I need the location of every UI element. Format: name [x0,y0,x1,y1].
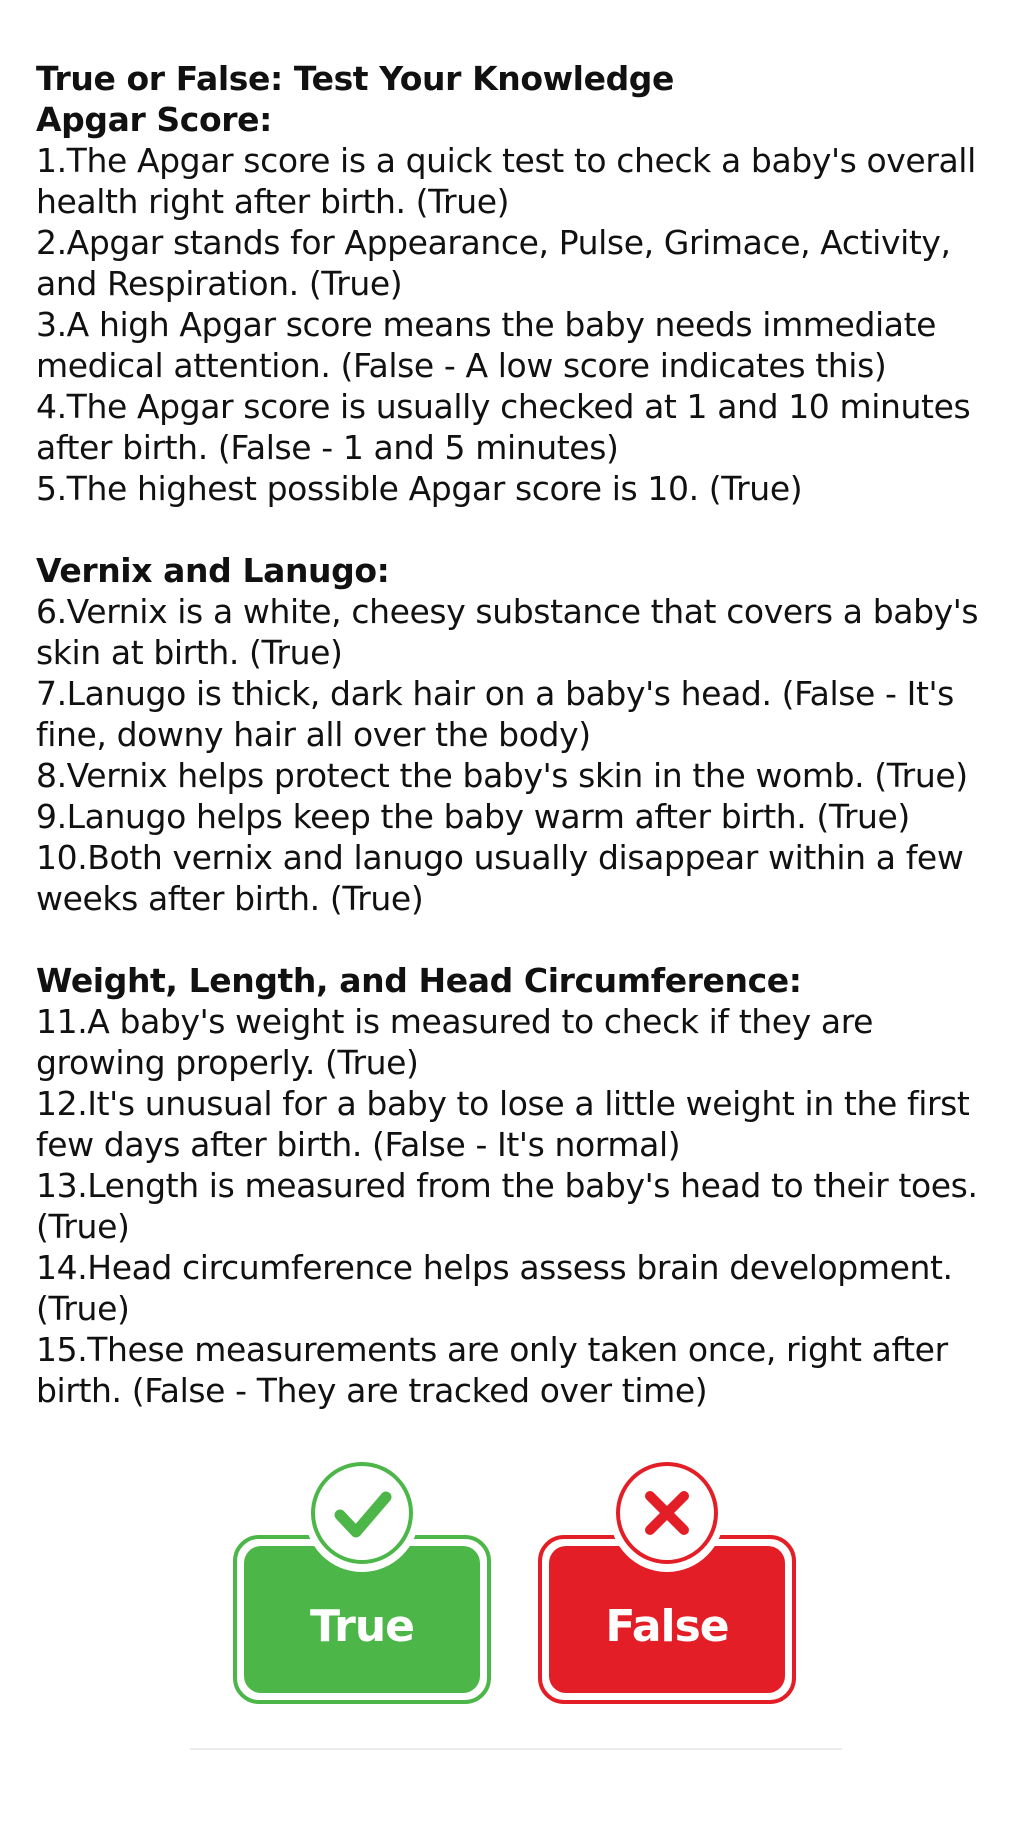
list-item: 3.A high Apgar score means the baby needs immediate medical attention. (False - A low score indicates this) [36,305,937,385]
true-label: True [309,1601,415,1652]
section-heading-apgar: Apgar Score: [36,100,272,139]
true-badge [232,1455,492,1705]
list-item: 4.The Apgar score is usually checked at 1 and 10 minutes after birth. (False - 1 and 5 minutes) [36,387,971,467]
list-item: 9.Lanugo helps keep the baby warm after birth. (True) [36,797,910,836]
list-item: 11.A baby's weight is measured to check if they are growing properly. (True) [36,1002,874,1082]
list-item: 6.Vernix is a white, cheesy substance that covers a baby's skin at birth. (True) [36,592,979,672]
list-item: 12.It's unusual for a baby to lose a little weight in the first few days after birth. (False - It's normal) [36,1084,970,1164]
section-heading-measurements: Weight, Length, and Head Circumference: [36,961,802,1000]
list-item: 8.Vernix helps protect the baby's skin in the womb. (True) [36,756,968,795]
list-item: 10.Both vernix and lanugo usually disappear within a few weeks after birth. (True) [36,838,964,918]
section-spacer [36,919,996,960]
list-item: 14.Head circumference helps assess brain development. (True) [36,1248,953,1328]
list-item: 1.The Apgar score is a quick test to check a baby's overall health right after birth. (True) [36,141,976,221]
page-title: True or False: Test Your Knowledge [36,59,675,98]
list-item: 2.Apgar stands for Appearance, Pulse, Grimace, Activity, and Respiration. (True) [36,223,951,303]
true-badge-graphic [232,1455,492,1705]
section-spacer [36,509,996,550]
list-item: 7.Lanugo is thick, dark hair on a baby's head. (False - It's fine, downy hair all over the body) [36,674,954,754]
false-badge [537,1455,797,1705]
divider [190,1748,842,1750]
false-badge-graphic [537,1455,797,1705]
list-item: 5.The highest possible Apgar score is 10. (True) [36,469,803,508]
list-item: 13.Length is measured from the baby's head to their toes. (True) [36,1166,978,1246]
true-false-graphic [232,1455,802,1705]
false-label: False [605,1601,729,1652]
section-heading-vernix-lanugo: Vernix and Lanugo: [36,551,390,590]
list-item: 15.These measurements are only taken once, right after birth. (False - They are tracked over time) [36,1330,948,1410]
quiz-document [36,58,996,1411]
